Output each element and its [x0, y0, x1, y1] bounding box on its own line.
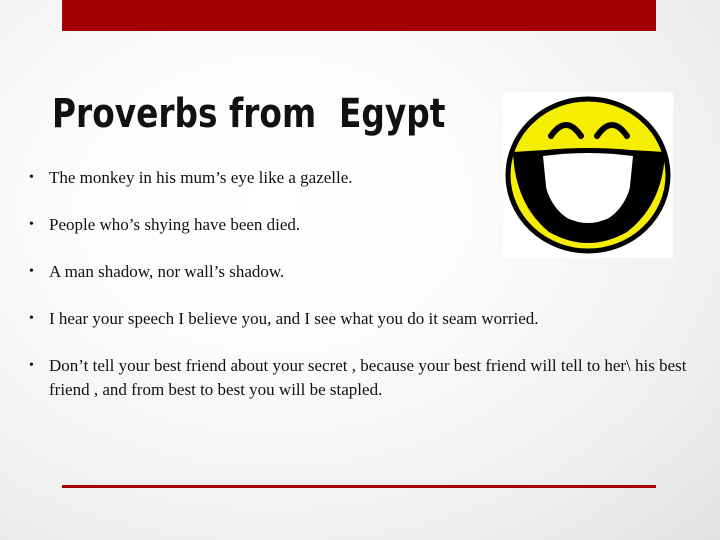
list-item: [29, 354, 694, 402]
proverb-text: I hear your speech I believe you, and I see what you do it seam worried.: [49, 309, 539, 328]
list-item: [29, 213, 694, 237]
top-accent-bar: [62, 0, 656, 31]
proverb-text: Don’t tell your best friend about your secret , because your best friend will tell to her\ his best friend , and from best to best you will be stapled.: [49, 356, 687, 399]
proverb-text: The monkey in his mum’s eye like a gazelle.: [49, 168, 353, 187]
list-item: [29, 307, 694, 331]
proverb-list: [29, 166, 694, 402]
bullet-marker: •: [29, 358, 34, 373]
slide-title: Proverbs from Egypt: [52, 91, 446, 137]
bullet-marker: •: [29, 170, 34, 185]
proverb-text: People who’s shying have been died.: [49, 215, 301, 234]
bottom-accent-line: [62, 485, 656, 488]
bullet-marker: •: [29, 217, 34, 232]
proverb-text: A man shadow, nor wall’s shadow.: [49, 262, 285, 281]
bullet-marker: •: [29, 311, 34, 326]
list-item: [29, 166, 694, 190]
list-item: [29, 260, 694, 284]
bullet-marker: •: [29, 264, 34, 279]
